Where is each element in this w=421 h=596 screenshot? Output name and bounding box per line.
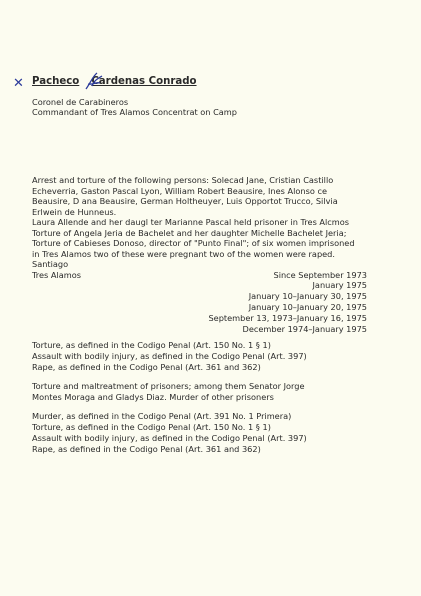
offense-line: Torture, as defined in the Codigo Penal (Art. 150 No. 1 § 1) [32, 340, 271, 350]
subject-title: Coronel de Carabineros [32, 97, 129, 107]
charges-line: Laura Allende and her daugl ter Marianne Pascal held prisoner in Tres Alcmos [32, 217, 350, 227]
charges-line: in Tres Alamos two of these were pregnant two of the women were raped. [32, 248, 335, 259]
offense-line: Rape, as defined in the Codigo Penal (Art. 361 and 362) [32, 362, 261, 372]
place-santiago: Santiago [32, 259, 69, 269]
offense-line: Assault with bodily injury, as defined in the Codigo Penal (Art. 397) [32, 351, 307, 361]
date-line: Since September 1973 [273, 269, 367, 280]
offense-line: Rape, as defined in the Codigo Penal (Art. 361 and 362) [32, 444, 261, 454]
name-part-1: Pacheco [32, 76, 80, 87]
name-part-2: Cardenas Conrado [91, 76, 197, 87]
charges-line: Echeverria, Gaston Pascal Lyon, William Robert Beausire, Ines Alonso ce [32, 185, 327, 196]
offense-line: Assault with bodily injury, as defined in the Codigo Penal (Art. 397) [32, 433, 307, 443]
charges-line: Torture of Angela Jeria de Bachelet and her daughter Michelle Bachelet Jeria; [32, 227, 347, 238]
offense-intro-line: Torture and maltreatment of prisoners; among them Senator Jorge [32, 381, 305, 391]
charges-line: Erlwein de Hunneus. [32, 206, 117, 217]
offense-intro-line: Montes Moraga and Gladys Diaz. Murder of other prisoners [32, 392, 274, 402]
charges-line: Beausire, D ana Beausire, German Holtheuyer, Luis Opportot Trucco, Silvia [32, 196, 338, 206]
date-line: September 13, 1973–January 16, 1975 [208, 313, 367, 323]
subject-name [32, 76, 197, 87]
date-line: January 1975 [312, 280, 367, 290]
date-line: December 1974–January 1975 [242, 324, 367, 334]
pen-scribble-icon [82, 70, 106, 92]
charges-line: Arrest and torture of the following persons: Solecad Jane, Cristian Castillo [32, 175, 334, 185]
date-line: January 10–January 30, 1975 [248, 291, 367, 301]
place-tres-alamos: Tres Alamos [32, 269, 82, 280]
date-line: January 10–January 20, 1975 [248, 302, 367, 312]
offense-line: Murder, as defined in the Codigo Penal (Art. 391 No. 1 Primera) [32, 411, 292, 421]
subject-position: Commandant of Tres Alamos Concentrat on Camp [32, 107, 237, 117]
offense-line: Torture, as defined in the Codigo Penal (Art. 150 No. 1 § 1) [32, 422, 271, 432]
charges-line: Torture of Cabieses Donoso, director of "Punto Final"; of six women imprisoned [32, 238, 355, 248]
pen-cross-mark-icon: ✕ [13, 76, 24, 91]
